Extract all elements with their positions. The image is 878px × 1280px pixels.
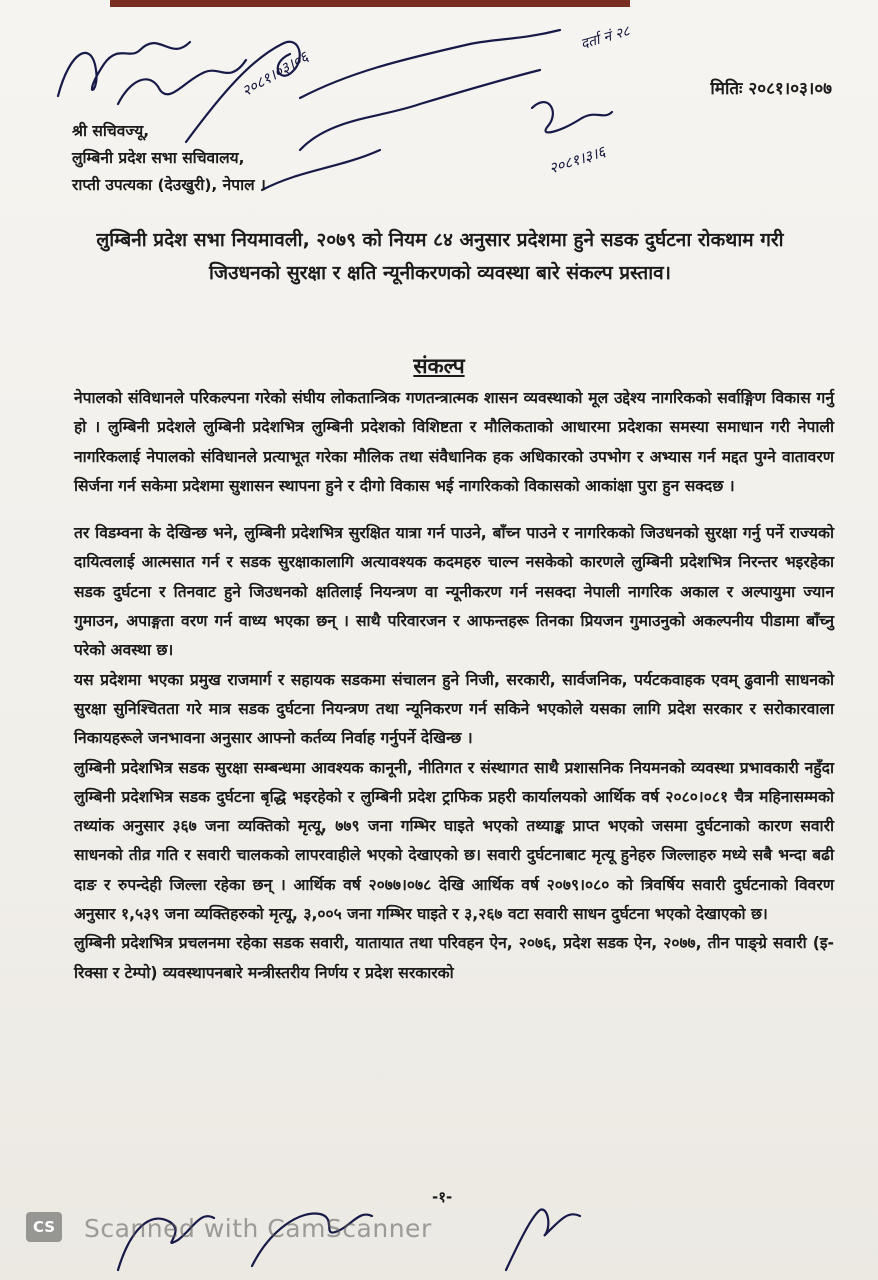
body-paragraph: नेपालको संविधानले परिकल्पना गरेको संघीय लोकतान्त्रिक गणतन्त्रात्मक शासन व्यवस्थाको मूल उद्देश्य नागरिकको सर्वाङ्गिण विकास गर्नु हो । लुम्बिनी प्रदेशले लुम्बिनी प्रदेशभित्र लुम्बिनी प्रदेशको विशिष्टता र मौलिकताको आधारमा प्रदेशका समस्या समाधान गरी नेपाली नागरिकलाई नेपालको संविधानले प्रत्याभूत गरेका मौलिक तथा संवैधानिक हक अधिकारको उपभोग र अभ्यास गर्न मद्दत पुग्ने वातावरण सिर्जना गर्न सकेमा प्रदेशमा सुशासन स्थापना हुने र दीगो विकास भई नागरिकको विकासको आकांक्षा पुरा हुन सक्दछ । (74, 389, 834, 495)
addressee-block (72, 118, 266, 199)
signature-scribble-2 (118, 60, 246, 104)
letter-date: मितिः २०८१।०३।०७ (710, 79, 832, 99)
signature-scribble-6 (532, 102, 612, 132)
addressee-line: श्री सचिवज्यू, (72, 122, 150, 140)
signature-scribble-5 (300, 70, 540, 150)
scanner-watermark: Scanned with CamScanner (84, 1214, 432, 1243)
addressee-line: राप्ती उपत्यका (देउखुरी), नेपाल । (72, 176, 266, 194)
addressee-line: लुम्बिनी प्रदेश सभा सचिवालय, (72, 149, 245, 167)
letter-subject: लुम्बिनी प्रदेश सभा नियमावली, २०७९ को नियम ८४ अनुसार प्रदेशमा हुने सडक दुर्घटना रोकथाम गरी जिउधनको सुरक्षा र क्षति न्यूनीकरणको व्यवस्था बारे संकल्प प्रस्ताव। (96, 229, 784, 284)
handwritten-date-note-1: २०८१।०३।०६ (238, 47, 312, 101)
page-number: -१- (432, 1188, 453, 1206)
handwritten-receipt-note: दर्ता नं २८ (578, 23, 632, 53)
body-paragraph: लुम्बिनी प्रदेशभित्र सडक सुरक्षा सम्बन्धमा आवश्यक कानूनी, नीतिगत र संस्थागत साथै प्रशासनिक नियमनको व्यवस्था प्रभावकारी नहुँदा लुम्बिनी प्रदेशभित्र सडक दुर्घटना बृद्धि भइरहेको र लुम्बिनी प्रदेश ट्राफिक प्रहरी कार्यालयको आर्थिक वर्ष २०८०।०८१ चैत्र महिनासम्मको तथ्यांक अनुसार ३६७ जना व्यक्तिको मृत्यू, ७७९ जना गम्भिर घाइते भएको तथ्याङ्क प्राप्त भएको जसमा दुर्घटनाको कारण सवारी साधनको तीव्र गति र सवारी चालकको लापरवाहीले भएको देखाएको छ। सवारी दुर्घटनाबाट मृत्यू हुनेहरु जिल्लाहरु मध्ये सबै भन्दा बढी दाङ र रुपन्देही जिल्ला रहेका छन् । आर्थिक वर्ष २०७७।०७८ देखि आर्थिक वर्ष २०७९।०८० को त्रिवर्षिय सवारी दुर्घटनाको विवरण अनुसार १,५३९ जना व्यक्तिहरुको मृत्यू, ३,००५ जना गम्भिर घाइते र ३,२६७ वटा सवारी साधन दुर्घटना भएको देखाएको छ। (74, 758, 834, 924)
camscanner-logo: CS (26, 1212, 62, 1242)
signature-scribble-4 (300, 30, 560, 98)
signature-scribble-1 (58, 42, 190, 96)
signature-scribble-7 (262, 150, 380, 190)
handwritten-date-note-2: २०८१।३।६ (546, 142, 608, 178)
body-paragraph: लुम्बिनी प्रदेशभित्र प्रचलनमा रहेका सडक सवारी, यातायात तथा परिवहन ऐन, २०७६, प्रदेश सडक ऐन, २०७७, तीन पाङ्ग्रे सवारी (इ-रिक्सा र टेम्पो) व्यवस्थापनबारे मन्त्रीस्तरीय निर्णय र प्रदेश सरकारको (74, 934, 834, 982)
body-paragraph: तर विडम्वना के देखिन्छ भने, लुम्बिनी प्रदेशभित्र सुरक्षित यात्रा गर्न पाउने, बाँच्न पाउने र नागरिकको जिउधनको सुरक्षा गर्नु पर्ने राज्यको दायित्वलाई आत्मसात गर्न र सडक सुरक्षाकालागि अत्यावश्यक कदमहरु चाल्न नसकेको कारणले लुम्बिनी प्रदेशभित्र निरन्तर भइरहेका सडक दुर्घटना र तिनवाट हुने जिउधनको क्षतिलाई नियन्त्रण वा न्यूनीकरण गर्न नसक्दा नेपाली नागरिक अकाल र अल्पायुमा ज्यान गुमाउन, अपाङ्गता वरण गर्न वाध्य भएका छन् । साथै परिवारजन र आफन्तहरू तिनका प्रियजन गुमाउनुको अकल्पनीय पीडामा बाँच्नु परेको अवस्था छ। (74, 524, 834, 660)
body-paragraph: यस प्रदेशमा भएका प्रमुख राजमार्ग र सहायक सडकमा संचालन हुने निजी, सरकारी, सार्वजनिक, पर्यटकवाहक एवम् ढुवानी साधनको सुरक्षा सुनिश्चितता गरे मात्र सडक दुर्घटना नियन्त्रण तथा न्यूनिकरण गर्न सकिने भएकोले यसका लागि प्रदेश सरकार र सरोकारवाला निकायहरूले जनभावना अनुसार आफ्नो कर्तव्य निर्वाह गर्नुपर्ने देखिन्छ । (74, 670, 834, 748)
footer-signature-3 (506, 1210, 580, 1270)
letter-body (74, 384, 834, 988)
resolution-heading: संकल्प (413, 354, 465, 378)
page-top-edge (110, 0, 630, 7)
